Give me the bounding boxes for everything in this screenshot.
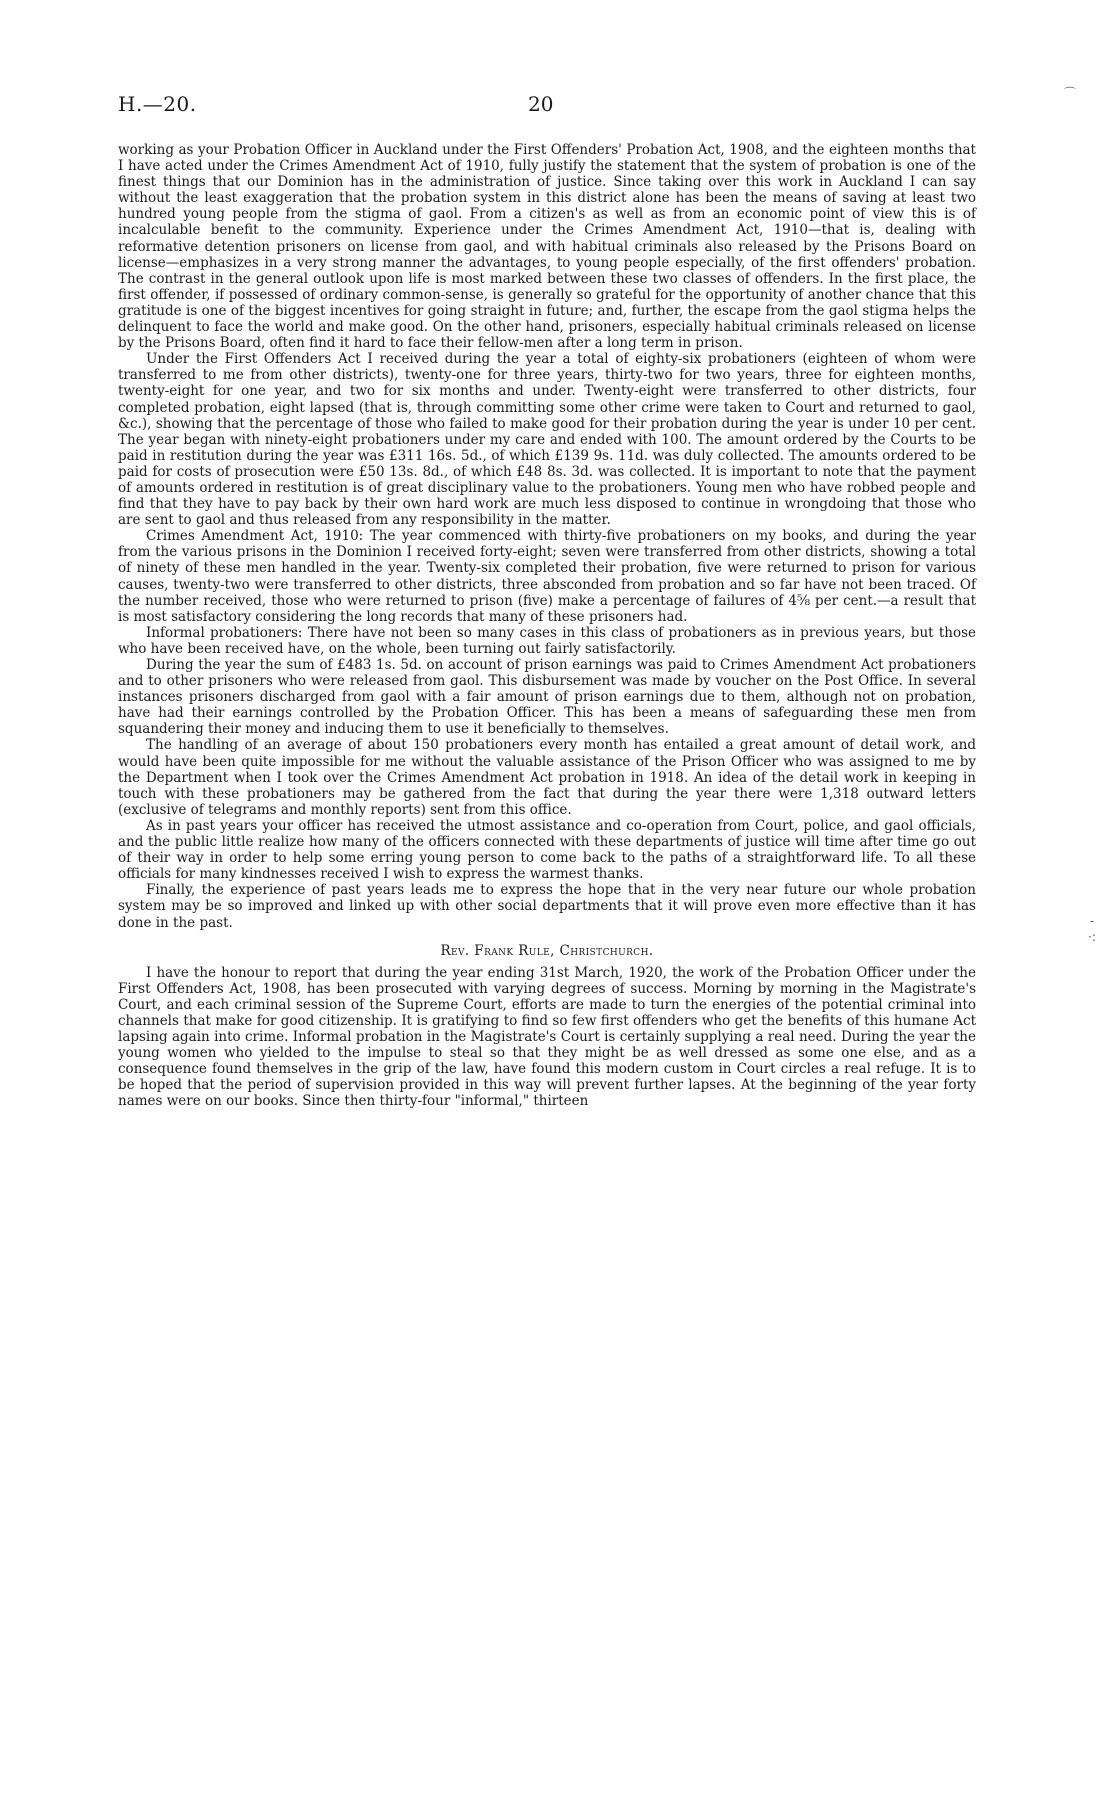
paragraph: Informal probationers: There have not been so many cases in this class of probationers as in previous years, but those who have been received have, on the whole, been turning out fairly satisfactorily.	[118, 624, 976, 657]
paragraph: During the year the sum of £483 1s. 5d. on account of prison earnings was paid to Crimes Amendment Act probationers and to other prisoners who were released from gaol. This disbursement was made by voucher on the Post Office. In several instances prisoners discharged from gaol with a fair amount of prison earnings due to them, although not on probation, have had their earnings controlled by the Probation Officer. This has been a means of safeguarding these men from squandering their money and inducing them to use it beneficially to themselves.	[118, 657, 976, 738]
paragraph: Crimes Amendment Act, 1910: The year commenced with thirty-five probationers on my books, and during the year from the various prisons in the Dominion I received forty-eight; seven were transferred from other districts, showing a total of ninety of these men handled in the year. Twenty-six completed their probation, five were returned to prison for various causes, twenty-two were transferred to other districts, three absconded from probation and so far have not been traced. Of the number received, those who were returned to prison (five) make a percentage of failures of 4⅝ per cent.—a result that is most satisfactory considering the long records that many of these prisoners had.	[118, 528, 976, 625]
paragraph: The handling of an average of about 150 probationers every month has entailed a great amount of detail work, and would have been quite impossible for me without the valuable assistance of the Prison Officer who was assigned to me by the Department when I took over the Crimes Amendment Act probation in 1918. An idea of the detail work in keeping in touch with these probationers may be gathered from the fact that during the year there were 1,318 outward letters (exclusive of telegrams and monthly reports) sent from this office.	[118, 737, 976, 818]
margin-dot-icon: ·:	[1088, 930, 1096, 944]
section-heading: Rev. Frank Rule, Christchurch.	[440, 942, 654, 959]
paragraph: Under the First Offenders Act I received during the year a total of eighty-six probationers (eighteen of whom were transferred to me from other districts), twenty-one for three years, thirty-two for two years, three for eighteen months, twenty-eight for one year, and two for six months and under. Twenty-eight were transferred to other districts, four completed probation, eight lapsed (that is, through committing some other crime were taken to Court and returned to gaol, &c.), showing that the percentage of those who failed to make good for their probation during the year is under 10 per cent. The year began with ninety-eight probationers under my care and ended with 100. The amount ordered by the Courts to be paid in restitution during the year was £311 16s. 5d., of which £139 9s. 11d. was duly collected. The amounts ordered to be paid for costs of prosecution were £50 13s. 8d., of which £48 8s. 3d. was collected. It is important to note that the payment of amounts ordered in restitution is of great disciplinary value to the probationers. Young men who have robbed people and find that they have to pay back by their own hard work are much less disposed to continue in wrongdoing that those who are sent to gaol and thus released from any responsibility in the matter.	[118, 351, 976, 529]
margin-dash-icon: -	[1090, 914, 1095, 928]
document-reference: H.—20.	[118, 92, 197, 116]
paragraph: Finally, the experience of past years leads me to express the hope that in the very near future our whole probation system may be so improved and linked up with other social departments that it will prove even more effective than it has done in the past.	[118, 882, 976, 931]
document-body	[118, 142, 976, 1110]
paragraph: As in past years your officer has received the utmost assistance and co-operation from Court, police, and gaol officials, and the public little realize how many of the officers connected with these departments of justice will time after time go out of their way in order to help some erring young person to come back to the paths of a straightforward life. To all these officials for many kindnesses received I wish to express the warmest thanks.	[118, 817, 976, 883]
paragraph: I have the honour to report that during the year ending 31st March, 1920, the work of the Probation Officer under the First Offenders Act, 1908, has been prosecuted with varying degrees of success. Morning by morning in the Magistrate's Court, and each criminal session of the Supreme Court, efforts are made to turn the energies of the potential criminal into channels that make for good citizenship. It is gratifying to find so few first offenders who get the benefits of this humane Act lapsing again into crime. Informal probation in the Magistrate's Court is certainly supplying a real need. During the year the young women who yielded to the impulse to steal so that they might be as well dressed as some one else, and as a consequence found themselves in the grip of the law, have found this modern custom in Court circles a real refuge. It is to be hoped that the period of supervision provided in this way will prevent further lapses. At the beginning of the year forty names were on our books. Since then thirty-four "informal," thirteen	[118, 964, 976, 1110]
corner-mark-icon: ⌒	[1064, 86, 1077, 100]
page-number: 20	[528, 92, 554, 116]
paragraph: working as your Probation Officer in Auckland under the First Offenders' Probation Act, 1908, and the eighteen months that I have acted under the Crimes Amendment Act of 1910, fully justify the statement that the system of probation is one of the finest things that our Dominion has in the administration of justice. Since taking over this work in Auckland I can say without the least exaggeration that the probation system in this district alone has been the means of saving at least two hundred young people from the stigma of gaol. From a citizen's as well as from an economic point of view this is of incalculable benefit to the community. Experience under the Crimes Amendment Act, 1910—that is, dealing with reformative detention prisoners on license from gaol, and with habitual criminals also released by the Prisons Board on license—emphasizes in a very strong manner the advantages, to young people especially, of the first offenders' probation. The contrast in the general outlook upon life is most marked between these two classes of offenders. In the first place, the first offender, if possessed of ordinary common-sense, is generally so grateful for the opportunity of another chance that this gratitude is one of the biggest incentives for going straight in future; and, further, the escape from the gaol stigma helps the delinquent to face the world and make good. On the other hand, prisoners, especially habitual criminals released on license by the Prisons Board, often find it hard to face their fellow-men after a long term in prison.	[118, 142, 976, 352]
